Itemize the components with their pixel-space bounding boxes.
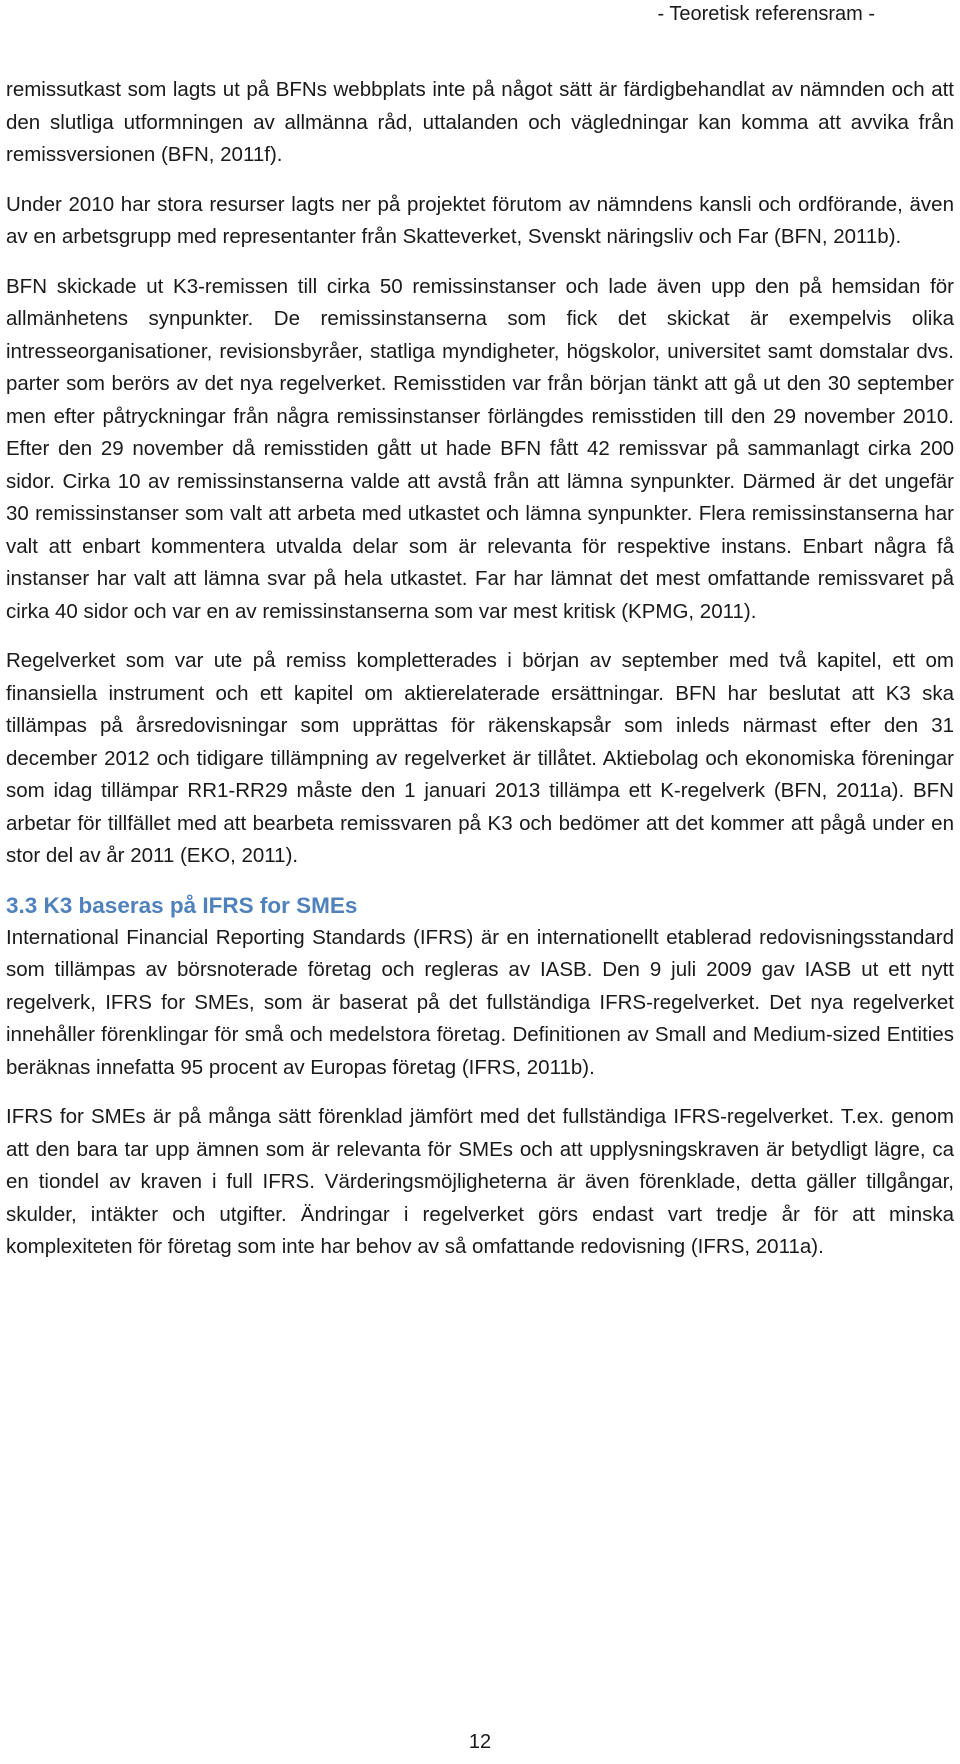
section-heading: 3.3 K3 baseras på IFRS for SMEs (6, 892, 358, 918)
paragraph-spacer (6, 172, 954, 189)
paragraph-resurser: Under 2010 har stora resurser lagts ner på projektet förutom av nämndens kansli och ordförande, även av en arbetsgrupp med representanter från Skatteverket, Svenskt näringsliv och Far (BFN, 2011b). (6, 192, 954, 248)
paragraph-ifrs-for-smes: IFRS for SMEs är på många sätt förenklad jämfört med det fullständiga IFRS-regelverket. T.ex. genom att den bara tar upp ämnen som är relevanta för SMEs och att upplysningskraven är betydligt lägre, ca en tiondel av kraven i full IFRS. Värderingsmöjligheterna är även förenklade, detta gäller tillgångar, skulder, intäkter och utgifter. Ändringar i regelverket görs endast vart tredje år för att minska komplexiteten för företag som inte har behov av så omfattande redovisning (IFRS, 2011a). (6, 1105, 954, 1258)
paragraph-spacer (6, 873, 954, 890)
paragraph-remissutkast: remissutkast som lagts ut på BFNs webbplats inte på något sätt är färdigbehandlat av nämnden och att den slutliga utformningen av allmänna råd, uttalanden och vägledningar kan komma att avvika från remissversionen (BFN, 2011f). (6, 78, 954, 166)
paragraph-k3-remissen: BFN skickade ut K3-remissen till cirka 50 remissinstanser och lade även upp den på hemsidan för allmänhetens synpunkter. De remissinstanserna som fick det skickat är exempelvis olika intresseorganisationer, revisionsbyråer, statliga myndigheter, högskolor, universitet samt domstalar dvs. parter som berörs av det nya regelverket. Remisstiden var från början tänkt att gå ut den 30 september men efter påtryckningar från några remissinstanser förlängdes remisstiden till den 29 november 2010. Efter den 29 november då remisstiden gått ut hade BFN fått 42 remissvar på sammanlagt cirka 200 sidor. Cirka 10 av remissinstanserna valde att avstå från att lämna synpunkter. Därmed är det ungefär 30 remissinstanser som valt att arbeta med utkastet och lämna synpunkter. Flera remissinstanserna har valt att enbart kommentera utvalda delar som är relevanta för respektive instans. Enbart några få instanser har valt att lämna svar på hela utkastet. Far har lämnat det mest omfattande remissvaret på cirka 40 sidor och var en av remissinstanserna som var mest kritisk (KPMG, 2011). (6, 274, 954, 623)
document-body (6, 74, 954, 1264)
paragraph-regelverket: Regelverket som var ute på remiss kompletterades i början av september med två kapitel, ett om finansiella instrument och ett kapitel om aktierelaterade ersättningar. BFN har beslutat att K3 ska tillämpas på årsredovisningar som upprättas för räkenskapsår som inleds närmast efter den 31 december 2012 och tidigare tillämpning av regelverket är tillåtet. Aktiebolag och ekonomiska föreningar som idag tillämpar RR1-RR29 måste den 1 januari 2013 tillämpa ett K-regelverk (BFN, 2011a). BFN arbetar för tillfället med att bearbeta remissvaren på K3 och bedömer att det kommer att pågå under en stor del av år 2011 (EKO, 2011). (6, 649, 954, 867)
running-header: - Teoretisk referensram - (657, 3, 875, 25)
paragraph-spacer (6, 1084, 954, 1101)
page-number: 12 (468, 1731, 492, 1753)
paragraph-spacer (6, 628, 954, 645)
paragraph-ifrs-intro: International Financial Reporting Standards (IFRS) är en internationellt etablerad redovisningsstandard som tillämpas av börsnoterade företag och regleras av IASB. Den 9 juli 2009 gav IASB ut ett nytt regelverk, IFRS for SMEs, som är baserat på det fullständiga IFRS-regelverket. Det nya regelverket innehåller förenklingar för små och medelstora företag. Definitionen av Small and Medium-sized Entities beräknas innefatta 95 procent av Europas företag (IFRS, 2011b). (6, 925, 954, 1079)
paragraph-spacer (6, 254, 954, 271)
